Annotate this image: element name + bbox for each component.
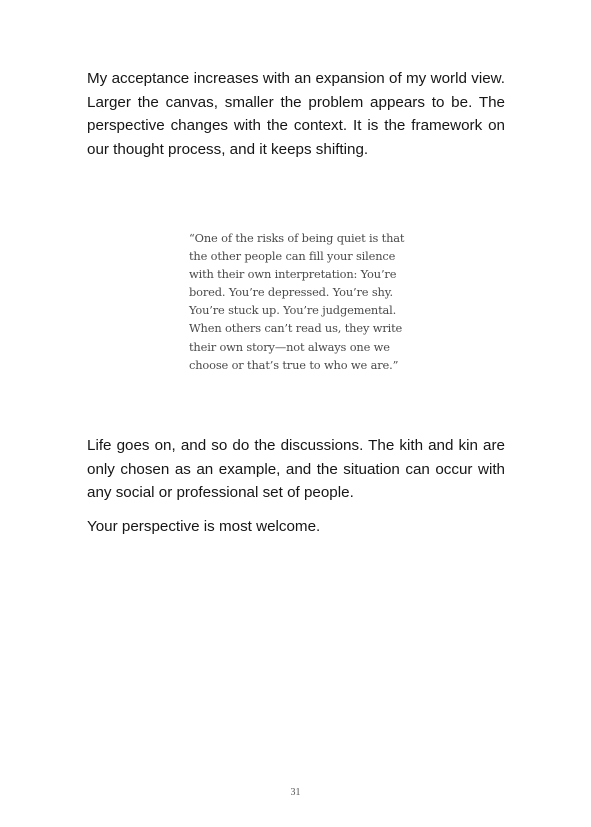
quote-line: When others can’t read us, they write	[189, 321, 403, 336]
quote-line: “One of the risks of being quiet is that	[189, 231, 405, 245]
quote-line: their own story—not always one we	[189, 339, 390, 354]
paragraph-world-view: My acceptance increases with an expansion of my world view. Larger the canvas, smaller the problem appears to be. The perspective changes with the context. It is the framework on our thought process, and it keeps shifting.	[87, 70, 505, 158]
quote-line: bored. You’re depressed. You’re shy.	[189, 285, 393, 300]
paragraph-discussions: Life goes on, and so do the discussions. The kith and kin are only chosen as an example, and the situation can occur with any social or professional set of people.	[87, 437, 505, 501]
page-number: 31	[290, 787, 301, 798]
paragraph-closing: Your perspective is most welcome.	[87, 518, 321, 535]
quote-line: choose or that’s true to who we are.”	[189, 357, 399, 372]
quote-line: the other people can fill your silence	[189, 249, 396, 264]
quote-line: You’re stuck up. You’re judgemental.	[189, 303, 397, 318]
quote-line: with their own interpretation: You’re	[189, 267, 397, 282]
quote-image	[189, 229, 421, 374]
